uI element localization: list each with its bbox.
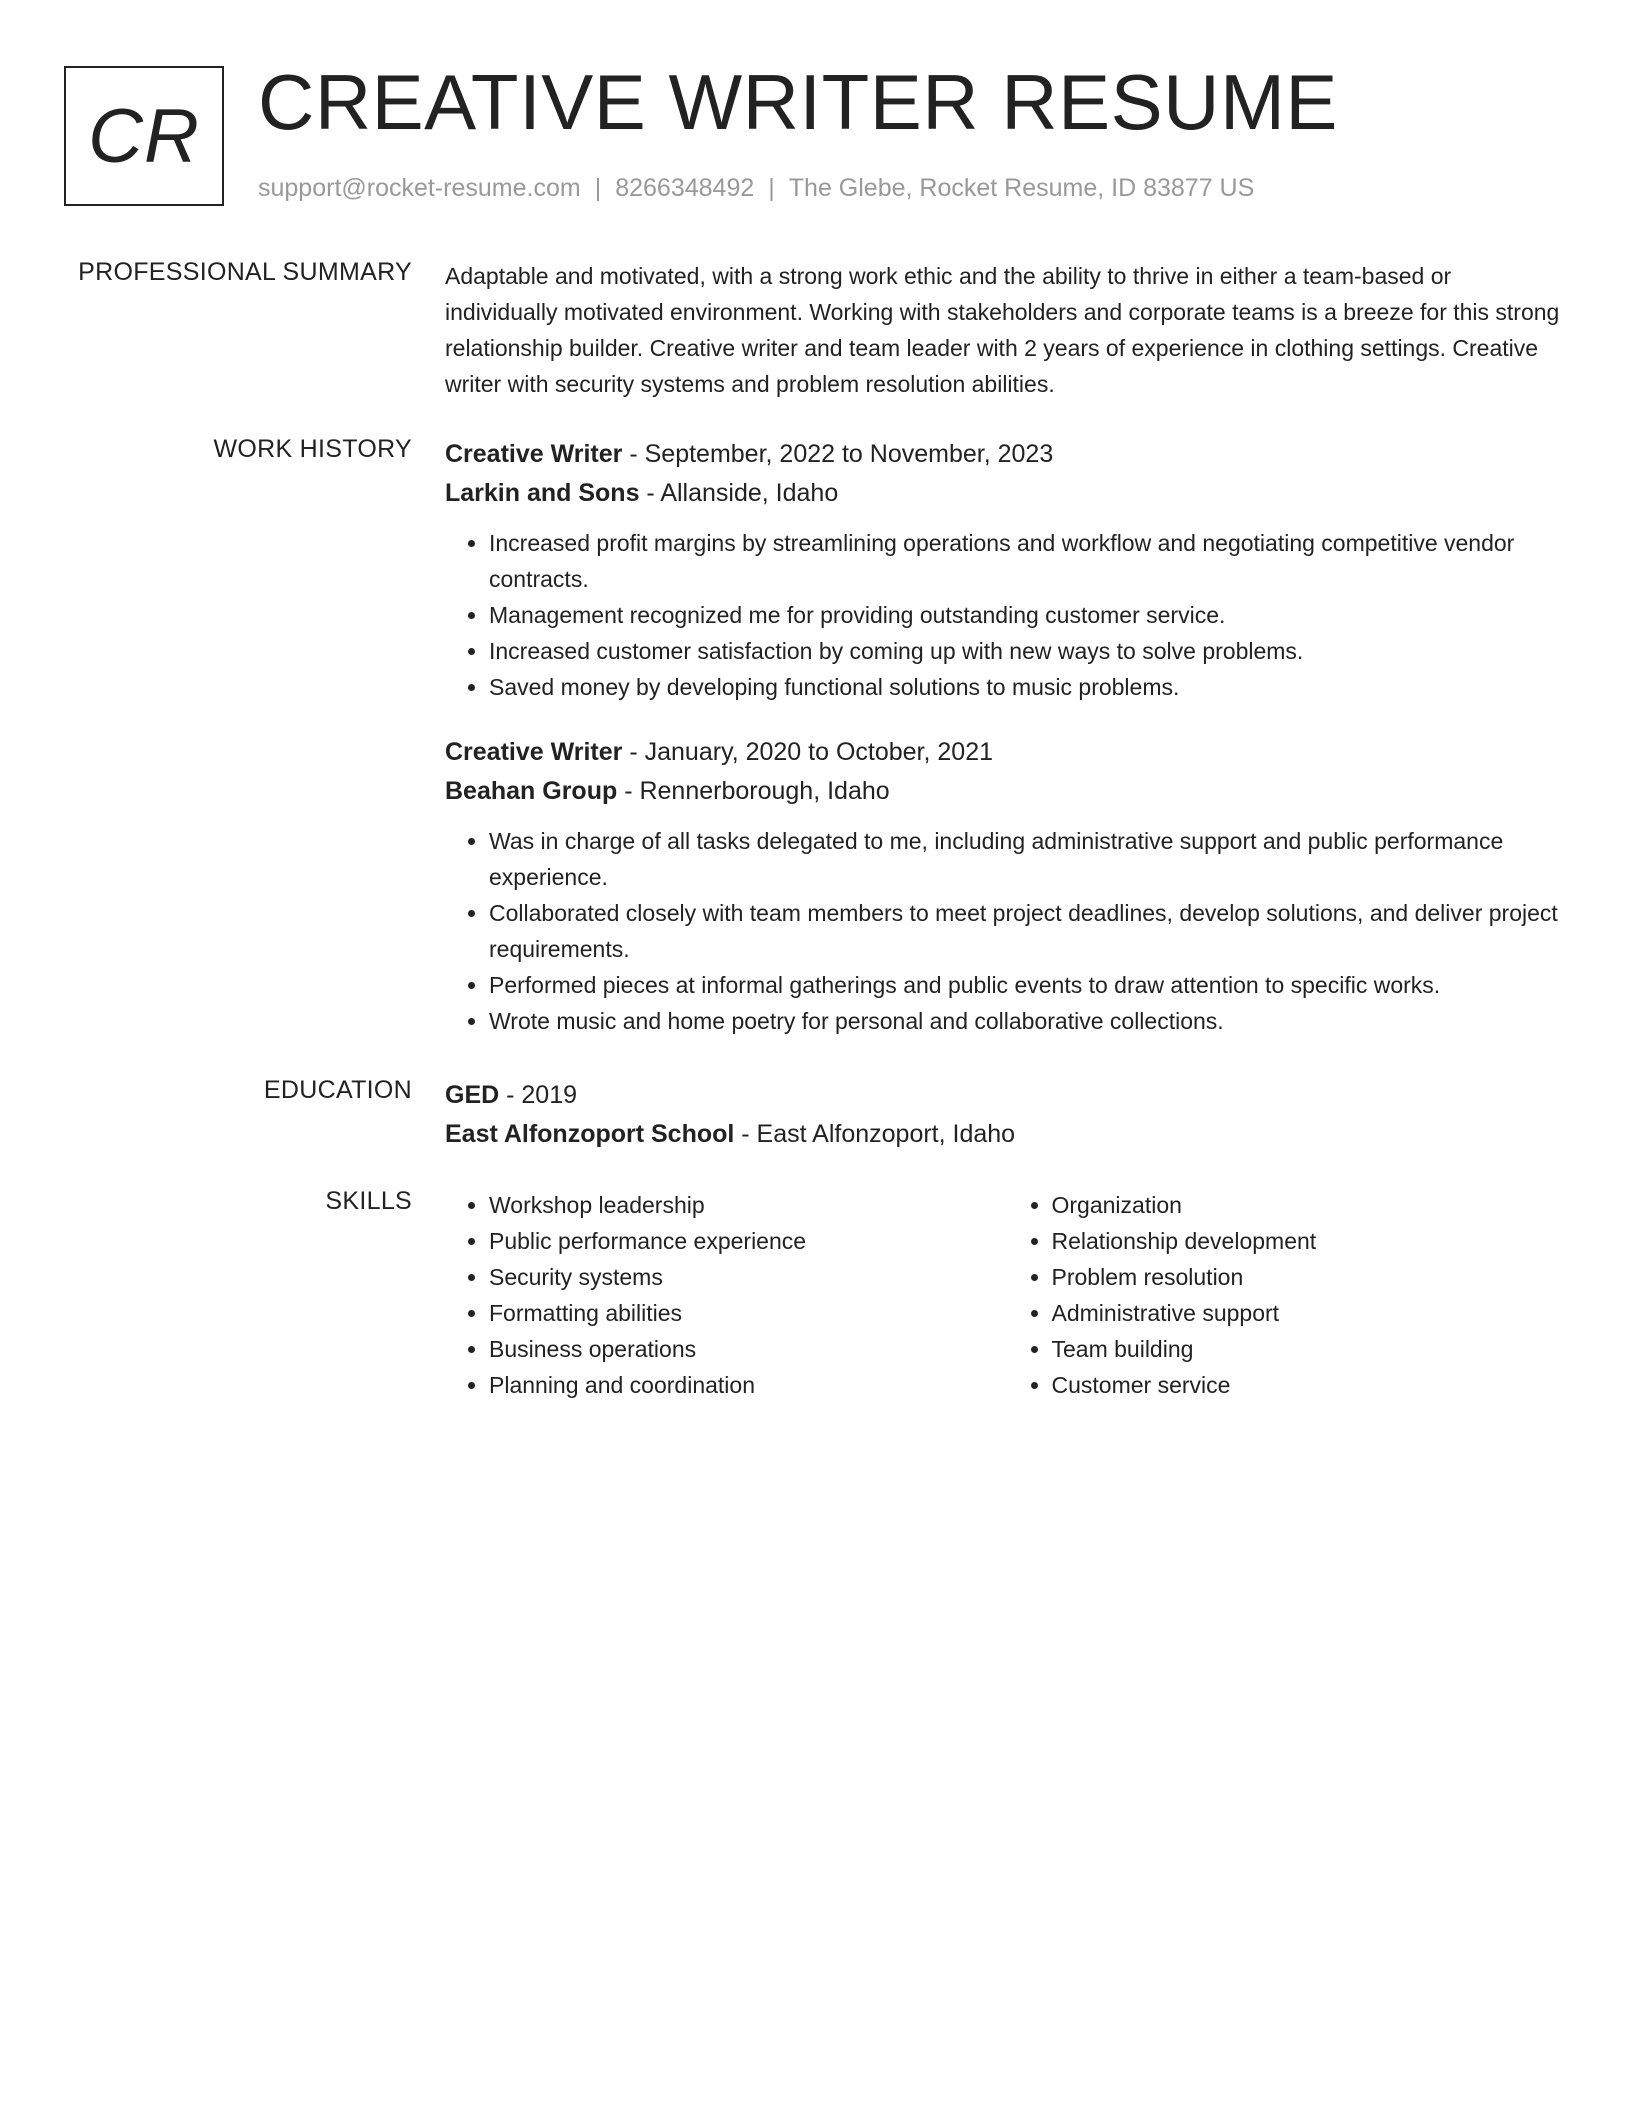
summary-label: PROFESSIONAL SUMMARY	[78, 258, 412, 286]
skills-columns	[445, 1187, 1570, 1403]
education-school-line	[445, 1115, 1570, 1154]
work-history-body	[445, 435, 1570, 1039]
summary-text: Adaptable and motivated, with a strong work ethic and the ability to thrive in either a team-based or individually motivated environment. Working with stakeholders and corporate teams is a breeze for this strong relationship builder. Creative writer and team leader with 2 years of experience in clothing settings. Creative writer with security systems and problem resolution abilities.	[445, 263, 1560, 397]
monogram-initials: CR	[88, 93, 200, 179]
skills-list-right	[1008, 1187, 1571, 1403]
job-location: - Rennerborough, Idaho	[617, 777, 890, 805]
job-dates: - January, 2020 to October, 2021	[622, 738, 994, 766]
skill-item: • Formatting abilities	[489, 1295, 1008, 1331]
contact-separator: |	[768, 174, 775, 202]
job-dates: - September, 2022 to November, 2023	[622, 440, 1054, 468]
skill-item: • Administrative support	[1052, 1295, 1571, 1331]
job-entry	[445, 435, 1570, 705]
education-degree: GED	[445, 1081, 500, 1109]
skill-item: • Business operations	[489, 1331, 1008, 1367]
job-bullet: • Wrote music and home poetry for personal and collaborative collections.	[489, 1003, 1570, 1039]
skill-item: • Customer service	[1052, 1367, 1571, 1403]
contact-email: support@rocket-resume.com	[258, 174, 581, 202]
job-bullet: • Saved money by developing functional solutions to music problems.	[489, 669, 1570, 705]
contact-address: The Glebe, Rocket Resume, ID 83877 US	[788, 174, 1255, 202]
job-company: Beahan Group	[445, 777, 618, 805]
job-bullets	[445, 525, 1570, 705]
job-bullet: • Increased profit margins by streamlining operations and workflow and negotiating competitive vendor contracts.	[489, 525, 1570, 597]
skills-list-left	[445, 1187, 1008, 1403]
skill-item: • Team building	[1052, 1331, 1571, 1367]
job-bullet: • Increased customer satisfaction by coming up with new ways to solve problems.	[489, 633, 1570, 669]
work-history-label: WORK HISTORY	[213, 435, 412, 463]
skill-item: • Public performance experience	[489, 1223, 1008, 1259]
skill-item: • Problem resolution	[1052, 1259, 1571, 1295]
contact-separator: |	[594, 174, 602, 202]
resume-title: CREATIVE WRITER RESUME	[258, 58, 1338, 146]
job-title-line	[445, 733, 1570, 772]
job-location: - Allanside, Idaho	[639, 479, 839, 507]
job-bullet: • Performed pieces at informal gatherings and public events to draw attention to specific works.	[489, 967, 1570, 1003]
job-title: Creative Writer	[445, 440, 623, 468]
skill-item: • Workshop leadership	[489, 1187, 1008, 1223]
job-title: Creative Writer	[445, 738, 623, 766]
skills-label: SKILLS	[325, 1187, 412, 1215]
contact-phone: 8266348492	[615, 174, 755, 202]
skill-item: • Organization	[1052, 1187, 1571, 1223]
job-bullet: • Was in charge of all tasks delegated to me, including administrative support and public performance experience.	[489, 823, 1570, 895]
job-company-line	[445, 474, 1570, 513]
job-entry	[445, 733, 1570, 1039]
job-bullet: • Collaborated closely with team members to meet project deadlines, develop solutions, and deliver project requirements.	[489, 895, 1570, 967]
education-label: EDUCATION	[263, 1076, 412, 1104]
skill-item: • Relationship development	[1052, 1223, 1571, 1259]
job-bullet: • Management recognized me for providing outstanding customer service.	[489, 597, 1570, 633]
job-bullets	[445, 823, 1570, 1039]
education-year: - 2019	[499, 1081, 578, 1109]
education-degree-line	[445, 1076, 1570, 1115]
education-school: East Alfonzoport School	[445, 1120, 735, 1148]
skill-item: • Planning and coordination	[489, 1367, 1008, 1403]
education-location: - East Alfonzoport, Idaho	[734, 1120, 1016, 1148]
monogram-box	[64, 66, 224, 206]
job-company-line	[445, 772, 1570, 811]
skills-body	[445, 1187, 1570, 1403]
skill-item: • Security systems	[489, 1259, 1008, 1295]
job-title-line	[445, 435, 1570, 474]
job-company: Larkin and Sons	[445, 479, 640, 507]
contact-line	[258, 174, 1254, 203]
education-body	[445, 1076, 1570, 1154]
